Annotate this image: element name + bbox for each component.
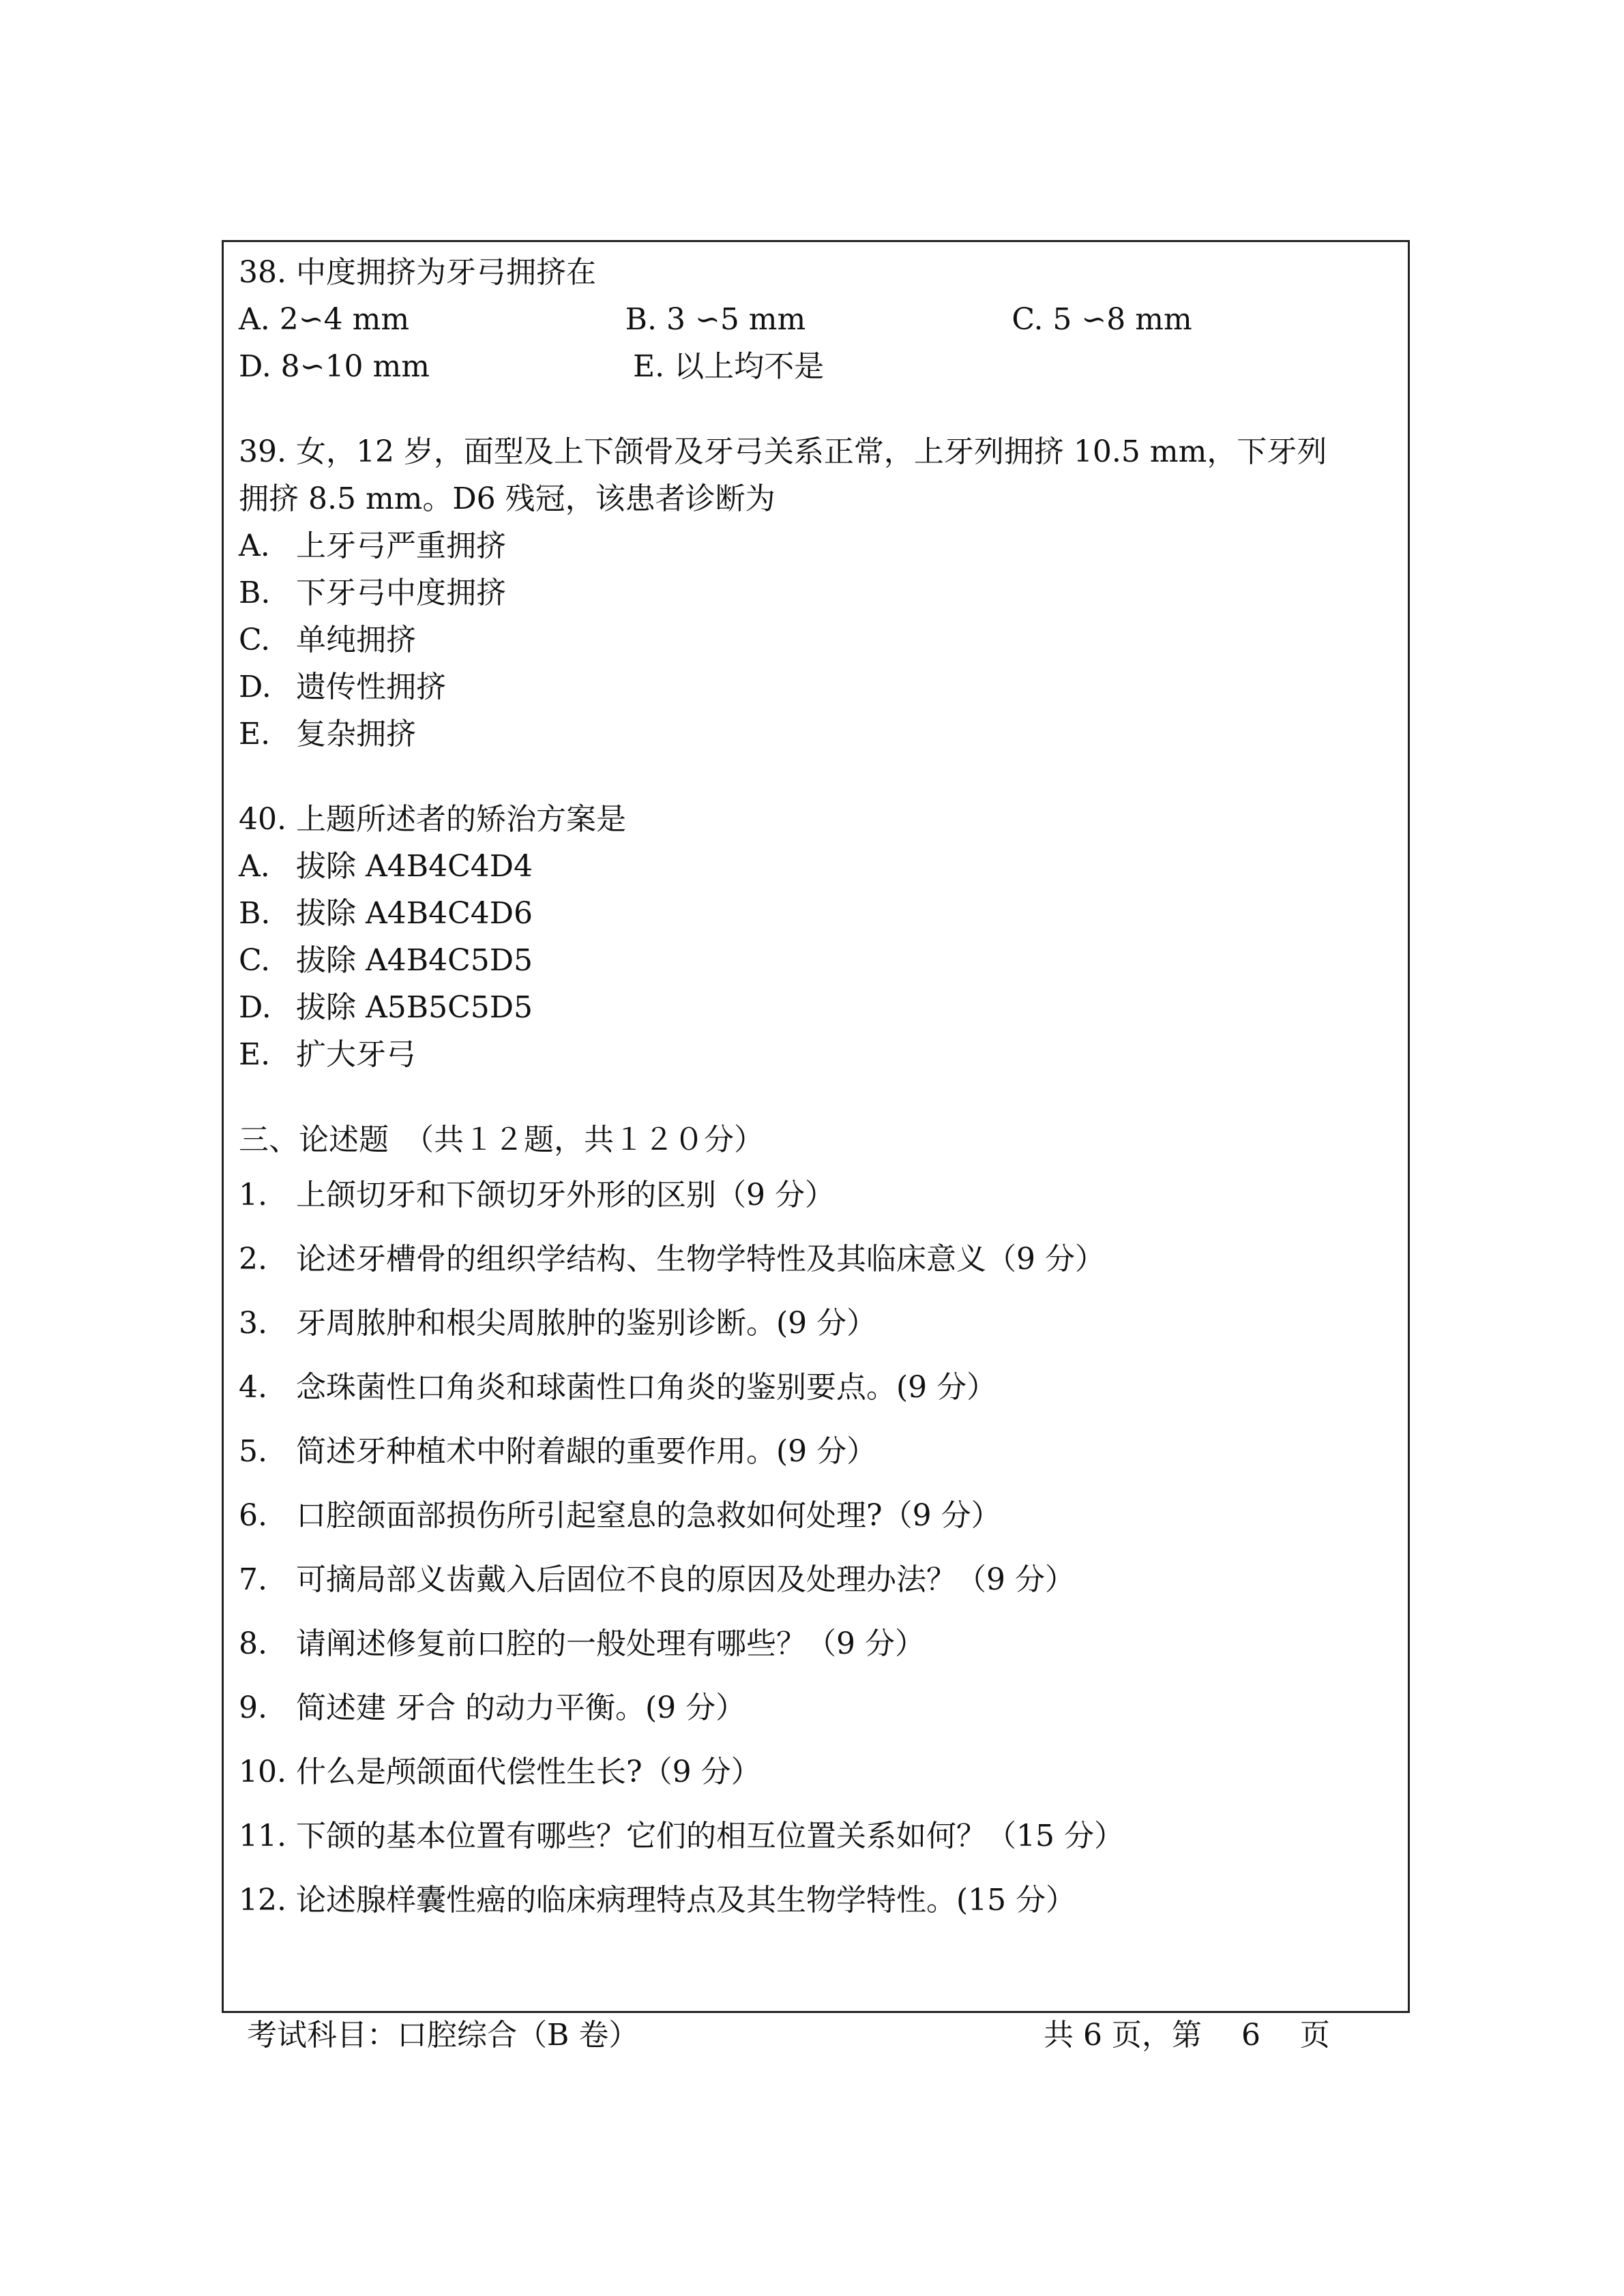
question-number: 3. xyxy=(239,1306,267,1341)
question-39-stem-line-2: 拥挤 8.5 mm。D6 残冠，该患者诊断为 xyxy=(239,481,776,516)
question-38-options-row-1 xyxy=(239,296,1398,343)
option-letter: A. xyxy=(239,528,270,563)
question-number: 9. xyxy=(239,1690,267,1725)
question-number: 7. xyxy=(239,1562,267,1597)
question-38-option-a: A. 2∽4 mm xyxy=(239,302,410,337)
question-number: 8. xyxy=(239,1626,267,1661)
essay-question xyxy=(239,1227,1398,1292)
exam-content-frame xyxy=(222,240,1410,2013)
question-number: 11. xyxy=(239,1819,286,1853)
page-indicator: 共 6 页，第 6 页 xyxy=(1044,2018,1330,2053)
question-38-stem: 38. 中度拥挤为牙弓拥挤在 xyxy=(239,255,596,290)
option-text: 单纯拥挤 xyxy=(296,623,416,657)
question-38-option-d: D. 8∽10 mm xyxy=(239,349,430,384)
option-text: 拔除 A4B4C5D5 xyxy=(296,943,533,978)
question-38-option-e: E. 以上均不是 xyxy=(633,349,825,384)
exam-content xyxy=(239,242,1398,1933)
essay-question xyxy=(239,1420,1398,1484)
question-text: 请阐述修复前口腔的一般处理有哪些？（9 分） xyxy=(296,1626,925,1661)
option-letter: D. xyxy=(239,990,271,1025)
option-letter: C. xyxy=(239,623,271,657)
exam-subject: 考试科目：口腔综合（B 卷） xyxy=(247,2018,639,2053)
option-text: 拔除 A4B4C4D6 xyxy=(296,896,533,931)
question-number: 10. xyxy=(239,1755,286,1789)
option-letter: E. xyxy=(239,717,271,751)
question-text: 念珠菌性口角炎和球菌性口角炎的鉴别要点。(9 分） xyxy=(296,1370,997,1405)
question-number: 2. xyxy=(239,1242,267,1277)
question-40-stem: 40. 上题所述者的矫治方案是 xyxy=(239,802,626,837)
option-text: 复杂拥挤 xyxy=(296,717,416,751)
question-40-option xyxy=(239,1031,1398,1078)
essay-question xyxy=(239,1804,1398,1868)
question-39-option xyxy=(239,616,1398,664)
essay-question xyxy=(239,1292,1398,1356)
question-text: 上颌切牙和下颌切牙外形的区别（9 分） xyxy=(296,1178,835,1212)
question-39-option xyxy=(239,569,1398,616)
section-3-title: 三、论述题 （共１２题，共１２０分） xyxy=(239,1122,764,1157)
option-text: 上牙弓严重拥挤 xyxy=(296,528,506,563)
spacer xyxy=(239,1078,1398,1116)
question-40-option xyxy=(239,984,1398,1031)
essay-question xyxy=(239,1740,1398,1804)
question-40-option xyxy=(239,937,1398,984)
question-text: 口腔颌面部损伤所引起窒息的急救如何处理?（9 分） xyxy=(296,1498,1001,1533)
spacer xyxy=(239,758,1398,796)
question-39-option xyxy=(239,711,1398,758)
question-text: 论述牙槽骨的组织学结构、生物学特性及其临床意义（9 分） xyxy=(296,1242,1105,1277)
option-text: 遗传性拥挤 xyxy=(296,670,446,704)
spacer xyxy=(239,390,1398,428)
question-number: 5. xyxy=(239,1434,267,1469)
question-number: 6. xyxy=(239,1498,267,1533)
essay-question xyxy=(239,1548,1398,1612)
essay-question-list xyxy=(239,1163,1398,1933)
question-number: 12. xyxy=(239,1883,286,1918)
option-text: 拔除 A5B5C5D5 xyxy=(296,990,533,1025)
question-number: 1. xyxy=(239,1178,267,1212)
essay-question xyxy=(239,1356,1398,1420)
question-text: 下颌的基本位置有哪些？它们的相互位置关系如何？（15 分） xyxy=(296,1819,1124,1853)
essay-question xyxy=(239,1484,1398,1548)
essay-question xyxy=(239,1612,1398,1676)
question-38-option-b: B. 3 ∽5 mm xyxy=(625,302,806,337)
option-text: 拔除 A4B4C4D4 xyxy=(296,849,533,884)
option-text: 下牙弓中度拥挤 xyxy=(296,576,506,610)
option-letter: A. xyxy=(239,849,270,884)
option-letter: D. xyxy=(239,670,271,704)
question-39-option xyxy=(239,522,1398,569)
question-text: 论述腺样囊性癌的临床病理特点及其生物学特性。(15 分） xyxy=(296,1883,1076,1918)
question-text: 简述牙种植术中附着龈的重要作用。(9 分） xyxy=(296,1434,877,1469)
question-38-option-c: C. 5 ∽8 mm xyxy=(1012,302,1192,337)
question-39-option xyxy=(239,664,1398,711)
question-text: 简述建 牙合 的动力平衡。(9 分） xyxy=(296,1690,746,1725)
question-number: 4. xyxy=(239,1370,267,1405)
essay-question xyxy=(239,1868,1398,1933)
question-text: 牙周脓肿和根尖周脓肿的鉴别诊断。(9 分） xyxy=(296,1306,877,1341)
question-text: 可摘局部义齿戴入后固位不良的原因及处理办法？（9 分） xyxy=(296,1562,1075,1597)
question-39-stem-line-1: 39. 女，12 岁，面型及上下颌骨及牙弓关系正常，上牙列拥挤 10.5 mm，下牙列 xyxy=(239,434,1327,469)
option-letter: C. xyxy=(239,943,271,978)
option-letter: B. xyxy=(239,576,271,610)
question-text: 什么是颅颌面代偿性生长?（9 分） xyxy=(296,1755,761,1789)
question-40-option xyxy=(239,890,1398,937)
option-text: 扩大牙弓 xyxy=(296,1037,416,1072)
option-letter: E. xyxy=(239,1037,271,1072)
question-40-option xyxy=(239,843,1398,890)
question-38-options-row-2 xyxy=(239,343,1398,390)
essay-question xyxy=(239,1163,1398,1227)
option-letter: B. xyxy=(239,896,271,931)
essay-question xyxy=(239,1676,1398,1740)
